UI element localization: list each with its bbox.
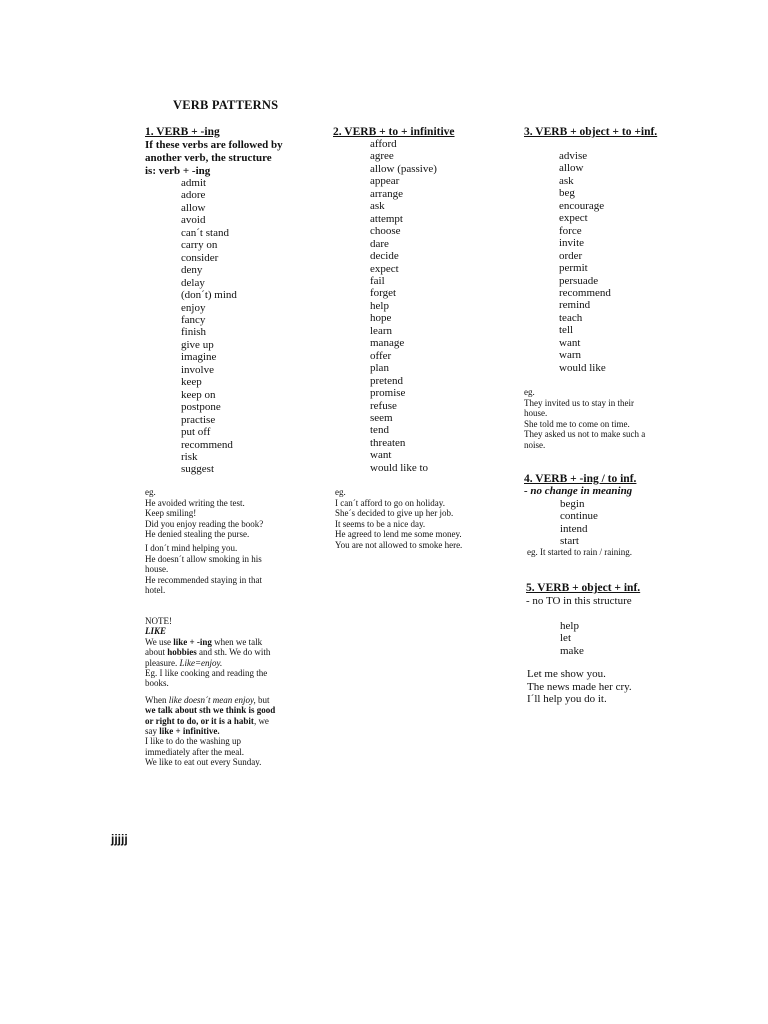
example-line: He agreed to lend me some money. bbox=[335, 529, 462, 540]
section-2-heading: 2. VERB + to + infinitive bbox=[333, 126, 455, 138]
list-item: risk bbox=[181, 450, 198, 463]
example-line: Did you enjoy reading the book? bbox=[145, 518, 264, 529]
list-item: want bbox=[559, 336, 581, 349]
list-item: decide bbox=[370, 250, 399, 263]
example-line: He avoided writing the test. bbox=[145, 497, 245, 508]
note-line: We like to eat out every Sunday. bbox=[145, 757, 262, 768]
example-line: I can´t afford to go on holiday. bbox=[335, 497, 445, 508]
list-item: pretend bbox=[370, 374, 403, 387]
list-item: start bbox=[560, 535, 579, 548]
list-item: admit bbox=[181, 177, 207, 189]
list-item: put off bbox=[181, 426, 211, 439]
note-line: books. bbox=[145, 678, 169, 689]
example-line: He denied stealing the purse. bbox=[145, 529, 250, 540]
list-item: invite bbox=[559, 237, 585, 250]
list-item: want bbox=[370, 449, 392, 462]
list-item: begin bbox=[560, 498, 585, 510]
list-item: afford bbox=[370, 138, 397, 150]
section-2-verb-list bbox=[370, 138, 437, 474]
list-item: give up bbox=[181, 338, 214, 351]
list-item: imagine bbox=[181, 351, 217, 364]
list-item: agree bbox=[370, 150, 394, 163]
note-line: Eg. I like cooking and reading the bbox=[145, 668, 268, 679]
section-3-examples bbox=[524, 387, 645, 451]
intro-line: is: verb + -ing bbox=[145, 165, 211, 177]
list-item: hope bbox=[370, 312, 392, 325]
list-item: tell bbox=[559, 324, 574, 337]
list-item: threaten bbox=[370, 436, 406, 449]
list-item: permit bbox=[559, 262, 588, 275]
section-4-verb-list bbox=[560, 498, 598, 548]
list-item: refuse bbox=[370, 399, 397, 412]
list-item: can´t stand bbox=[181, 226, 229, 239]
list-item: forget bbox=[370, 287, 397, 300]
list-item: deny bbox=[181, 264, 203, 277]
example-line: house. bbox=[145, 564, 169, 575]
note-line: I like to do the washing up bbox=[145, 736, 241, 747]
list-item: would like to bbox=[370, 461, 429, 474]
list-item: teach bbox=[559, 311, 583, 324]
list-item: keep bbox=[181, 376, 202, 389]
list-item: ask bbox=[559, 174, 574, 187]
section-4-subtitle: - no change in meaning bbox=[524, 485, 633, 497]
list-item: fancy bbox=[181, 313, 206, 326]
list-item: expect bbox=[559, 212, 588, 225]
list-item: let bbox=[560, 632, 571, 645]
list-item: adore bbox=[181, 189, 206, 202]
list-item: recommend bbox=[181, 438, 233, 451]
section-5-heading: 5. VERB + object + inf. bbox=[526, 582, 641, 594]
list-item: warn bbox=[559, 349, 581, 362]
list-item: consider bbox=[181, 251, 219, 264]
list-item: carry on bbox=[181, 239, 218, 252]
list-item: would like bbox=[559, 361, 606, 374]
note-line: immediately after the meal. bbox=[145, 746, 244, 757]
list-item: recommend bbox=[559, 286, 611, 299]
example-label: eg. bbox=[335, 487, 346, 497]
list-item: make bbox=[560, 644, 584, 657]
page-title: VERB PATTERNS bbox=[173, 98, 279, 112]
list-item: seem bbox=[370, 411, 393, 424]
example-line: noise. bbox=[524, 439, 546, 450]
list-item: promise bbox=[370, 387, 406, 400]
example-line: They asked us not to make such a bbox=[524, 429, 646, 440]
note-line: about hobbies and sth. We do with bbox=[145, 647, 271, 658]
note-block bbox=[145, 616, 320, 768]
section-1-intro bbox=[145, 139, 325, 178]
section-5-examples bbox=[527, 668, 632, 706]
section-1-heading: 1. VERB + -ing bbox=[145, 126, 220, 138]
list-item: choose bbox=[370, 225, 401, 238]
example-line: I don´t mind helping you. bbox=[145, 542, 238, 553]
list-item: suggest bbox=[181, 463, 214, 476]
note-line: We use like + -ing when we talk bbox=[145, 636, 263, 647]
list-item: persuade bbox=[559, 274, 599, 287]
example-line: Let me show you. bbox=[527, 668, 606, 680]
example-line: It seems to be a nice day. bbox=[335, 518, 426, 529]
intro-line: If these verbs are followed by bbox=[145, 139, 283, 151]
note-like: LIKE bbox=[145, 626, 167, 637]
list-item: ask bbox=[370, 200, 385, 213]
section-3-verb-list bbox=[559, 150, 611, 374]
footer-text: jjjjj bbox=[111, 832, 128, 846]
section-3-heading: 3. VERB + object + to +inf. bbox=[524, 126, 658, 138]
list-item: tend bbox=[370, 424, 389, 437]
note-label: NOTE! bbox=[145, 616, 172, 626]
example-line: She´s decided to give up her job. bbox=[335, 508, 454, 519]
list-item: attempt bbox=[370, 212, 403, 225]
list-item: force bbox=[559, 224, 582, 237]
list-item: allow bbox=[181, 201, 206, 214]
example-label: eg. bbox=[524, 387, 535, 397]
example-line: They invited us to stay in their bbox=[524, 397, 634, 408]
list-item: delay bbox=[181, 276, 205, 289]
list-item: involve bbox=[181, 363, 214, 376]
list-item: manage bbox=[370, 337, 405, 350]
note-line: When like doesn´t mean enjoy, but bbox=[145, 694, 270, 705]
list-item: plan bbox=[370, 362, 389, 375]
list-item: beg bbox=[559, 187, 575, 200]
list-item: fail bbox=[370, 274, 385, 287]
list-item: dare bbox=[370, 237, 389, 250]
list-item: learn bbox=[370, 324, 392, 337]
example-line: Keep smiling! bbox=[145, 508, 197, 519]
intro-line: another verb, the structure bbox=[145, 152, 272, 164]
section-2-examples bbox=[335, 487, 462, 551]
list-item: help bbox=[560, 620, 579, 632]
list-item: remind bbox=[559, 299, 591, 312]
example-line: You are not allowed to smoke here. bbox=[335, 539, 463, 550]
list-item: keep on bbox=[181, 388, 216, 401]
list-item: allow bbox=[559, 162, 584, 175]
section-4-example: eg. It started to rain / raining. bbox=[527, 547, 632, 557]
section-5-subtitle: - no TO in this structure bbox=[526, 595, 632, 607]
note-line: we talk about sth we think is good bbox=[145, 705, 276, 716]
example-label: eg. bbox=[145, 487, 156, 497]
list-item: enjoy bbox=[181, 301, 206, 314]
list-item: allow (passive) bbox=[370, 162, 437, 175]
list-item: encourage bbox=[559, 199, 605, 212]
section-1-examples bbox=[145, 487, 263, 596]
list-item: continue bbox=[560, 510, 598, 523]
example-line: hotel. bbox=[145, 585, 166, 596]
section-4-heading: 4. VERB + -ing / to inf. bbox=[524, 473, 637, 485]
list-item: practise bbox=[181, 413, 216, 426]
list-item: order bbox=[559, 249, 583, 262]
example-line: He recommended staying in that bbox=[145, 574, 262, 585]
example-line: The news made her cry. bbox=[527, 680, 632, 693]
list-item: offer bbox=[370, 349, 392, 362]
example-line: He doesn´t allow smoking in his bbox=[145, 553, 262, 564]
list-item: (don´t) mind bbox=[181, 289, 237, 302]
section-1-verb-list bbox=[181, 177, 237, 476]
note-line: pleasure. Like=enjoy. bbox=[145, 657, 223, 668]
list-item: advise bbox=[559, 150, 588, 162]
section-5-verb-list bbox=[560, 620, 584, 657]
note-line: say like + infinitive. bbox=[145, 726, 220, 737]
list-item: appear bbox=[370, 175, 400, 188]
list-item: finish bbox=[181, 326, 207, 339]
list-item: arrange bbox=[370, 187, 403, 200]
list-item: postpone bbox=[181, 401, 221, 414]
example-line: I´ll help you do it. bbox=[527, 693, 607, 705]
note-line: or right to do, or it is a habit, we bbox=[145, 715, 269, 726]
list-item: avoid bbox=[181, 214, 206, 227]
list-item: help bbox=[370, 299, 389, 312]
example-line: house. bbox=[524, 408, 548, 419]
list-item: intend bbox=[560, 522, 588, 535]
example-line: She told me to come on time. bbox=[524, 418, 630, 429]
list-item: expect bbox=[370, 262, 399, 275]
